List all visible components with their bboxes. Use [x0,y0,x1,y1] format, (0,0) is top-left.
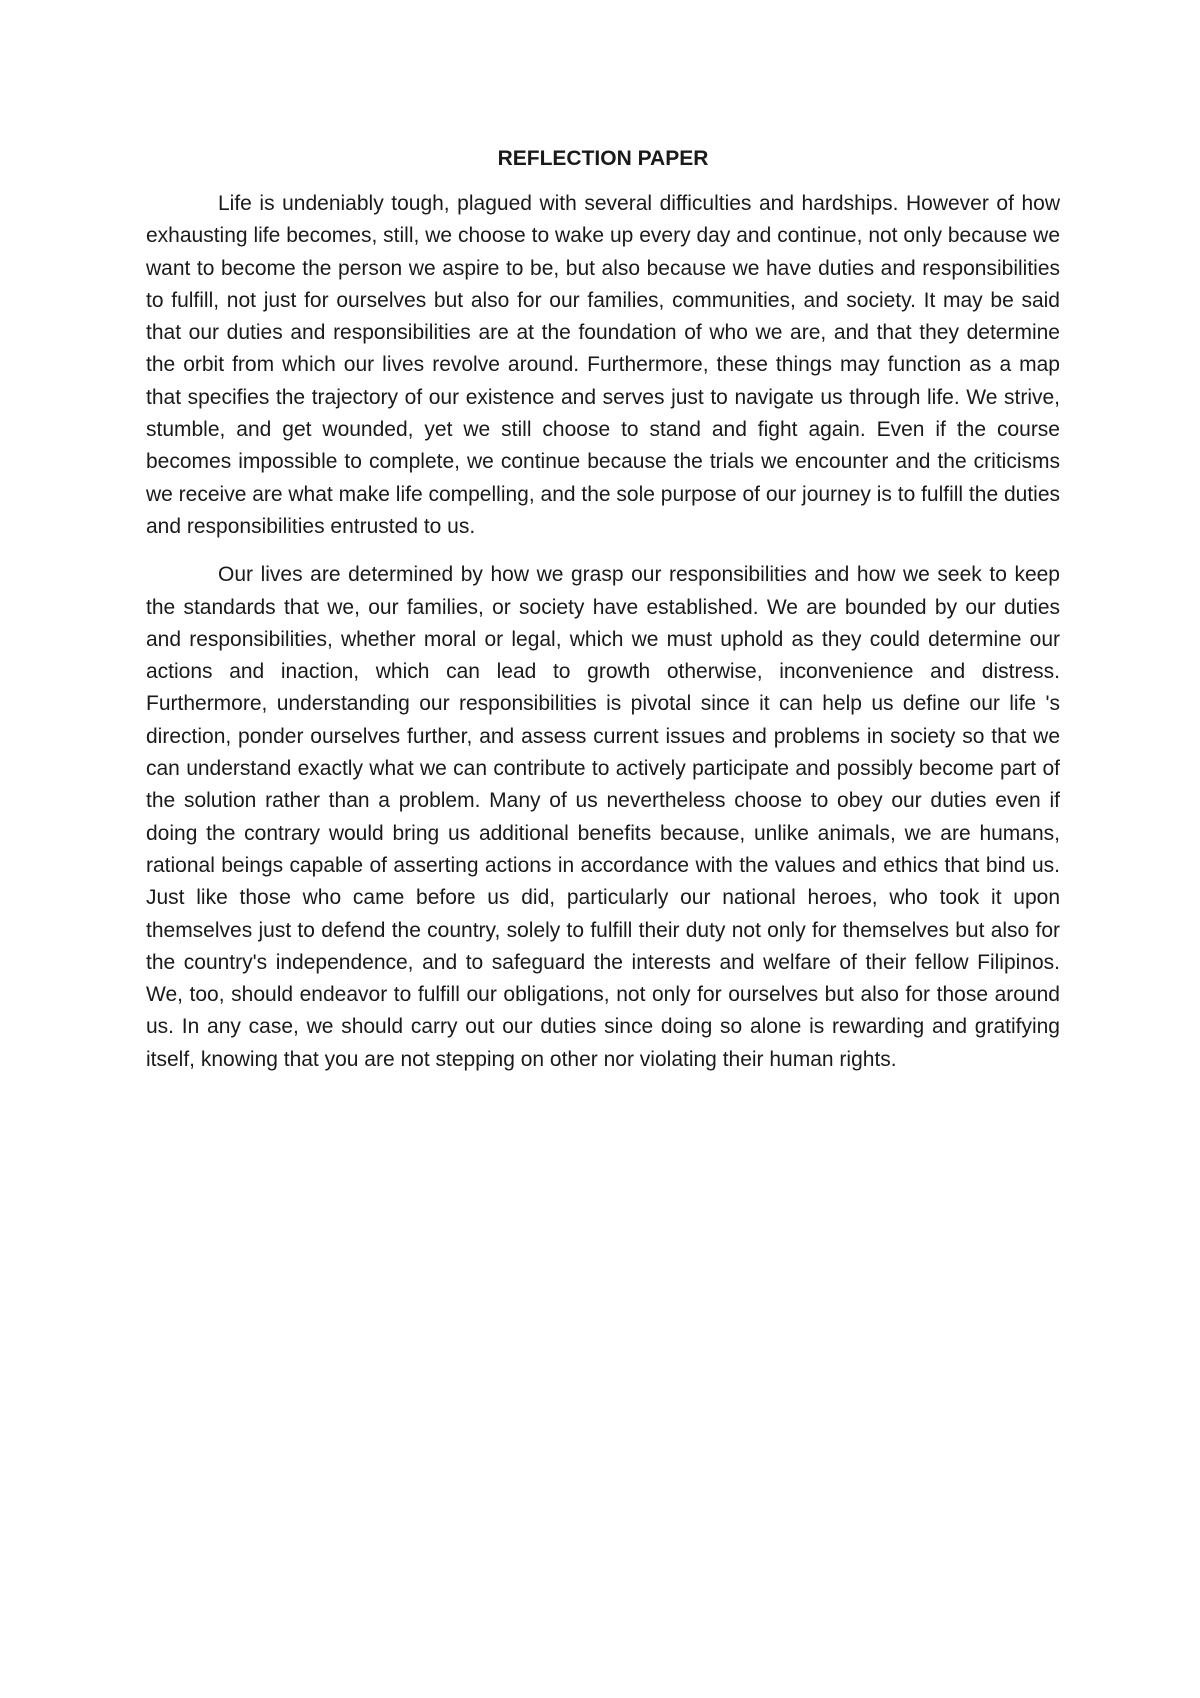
document-title: REFLECTION PAPER [497,147,709,170]
document-body [146,146,1060,1092]
paragraph-1: Life is undeniably tough, plagued with several difficulties and hardships. However of how exhausting life becomes, still, we choose to wake up every day and continue, not only because we want to become the person we aspire to be, but also because we have duties and responsibilities to fulfill, not just for ourselves but also for our families, communities, and society. It may be said that our duties and responsibilities are at the foundation of who we are, and that they determine the orbit from which our lives revolve around. Furthermore, these things may function as a map that specifies the trajectory of our existence and serves just to navigate us through life. We strive, stumble, and get wounded, yet we still choose to stand and fight again. Even if the course becomes impossible to complete, we continue because the trials we encounter and the criticisms we receive are what make life compelling, and the sole purpose of our journey is to fulfill the duties and responsibilities entrusted to us. [146,192,1060,538]
paragraph-2: Our lives are determined by how we grasp our responsibilities and how we seek to keep the standards that we, our families, or society have established. We are bounded by our duties and responsibilities, whether moral or legal, which we must uphold as they could determine our actions and inaction, which can lead to growth otherwise, inconvenience and distress. Furthermore, understanding our responsibilities is pivotal since it can help us define our life 's direction, ponder ourselves further, and assess current issues and problems in society so that we can understand exactly what we can contribute to actively participate and possibly become part of the solution rather than a problem. Many of us nevertheless choose to obey our duties even if doing the contrary would bring us additional benefits because, unlike animals, we are humans, rational beings capable of asserting actions in accordance with the values and ethics that bind us. Just like those who came before us did, particularly our national heroes, who took it upon themselves just to defend the country, solely to fulfill their duty not only for themselves but also for the country's independence, and to safeguard the interests and welfare of their fellow Filipinos. We, too, should endeavor to fulfill our obligations, not only for ourselves but also for those around us. In any case, we should carry out our duties since doing so alone is rewarding and gratifying itself, knowing that you are not stepping on other nor violating their human rights. [146,563,1060,1071]
